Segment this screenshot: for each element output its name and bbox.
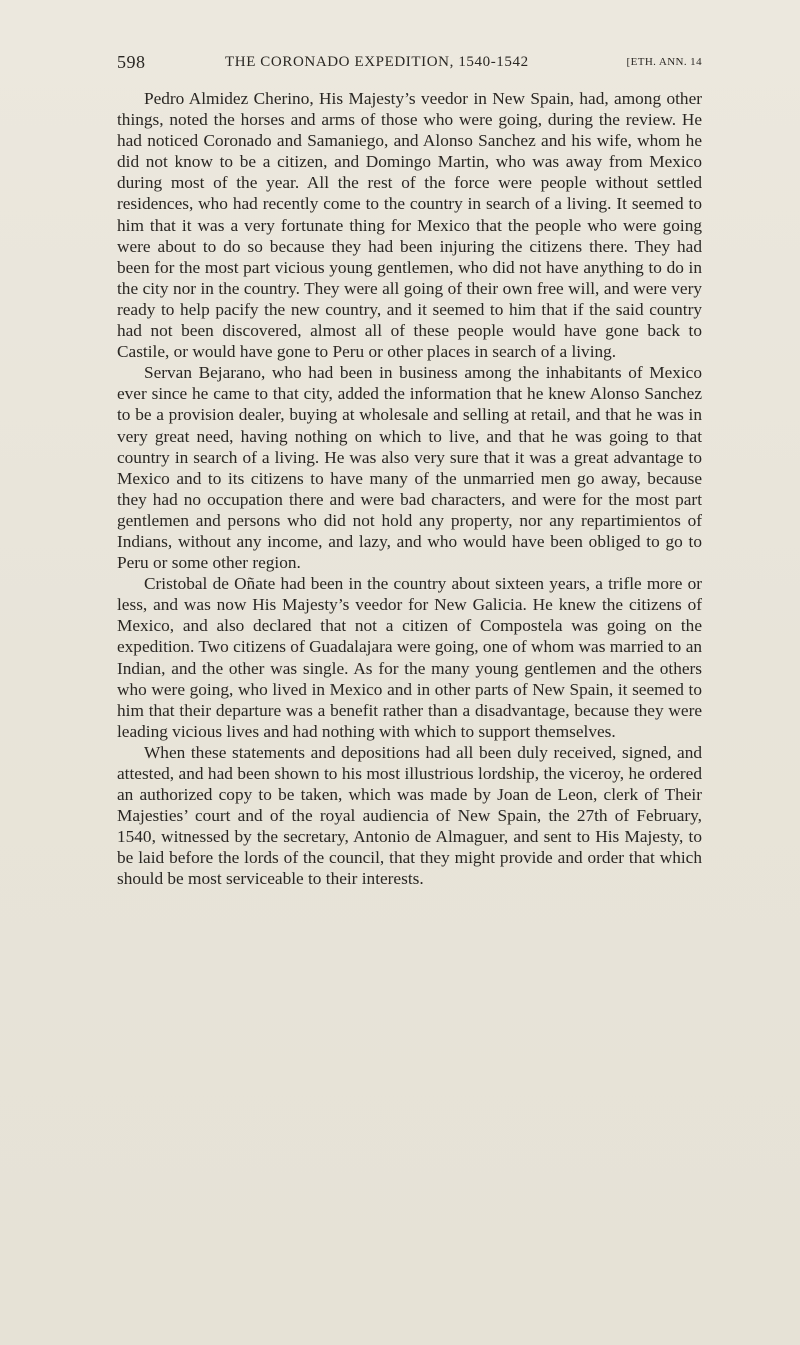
paragraph-cristobal-de-onate: Cristobal de Oñate had been in the country about sixteen years, a trifle more or less, and was now His Majesty’s veedor for New Galicia. He knew the citizens of Mexico, and also declared that not a citizen of Compostela was going on the expedition. Two citizens of Guadalajara were going, one of whom was married to an Indian, and the other was single. As for the many young gentlemen and the others who were going, who lived in Mexico and in other parts of New Spain, it seemed to him that their departure was a benefit rather than a disadvantage, because they were leading vicious lives and had nothing with which to support themselves. bbox=[117, 574, 702, 741]
paragraph-almidez-cherino: Pedro Almidez Cherino, His Majesty’s veedor in New Spain, had, among other things, noted the horses and arms of those who were going, during the review. He had noticed Coronado and Samaniego, and Alonso Sanchez and his wife, whom he did not know to be a citizen, and Domingo Martin, who was away from Mexico during most of the year. All the rest of the force were people without settled residences, who had recently come to the country in search of a living. It seemed to him that it was a very fortunate thing for Mexico that the people who were going were about to do so because they had been injuring the citizens there. They had been for the most part vicious young gentlemen, who did not have anything to do in the city nor in the country. They were all going of their own free will, and were very ready to help pacify the new country, and it seemed to him that if the said country had not been discovered, almost all of these people would have gone back to Castile, or would have gone to Peru or other places in search of a living. bbox=[117, 89, 702, 362]
page-header bbox=[117, 52, 702, 76]
page-number: 598 bbox=[117, 52, 146, 72]
annual-report-reference: [ETH. ANN. 14 bbox=[626, 56, 702, 68]
running-title: THE CORONADO EXPEDITION, 1540-1542 bbox=[225, 54, 529, 70]
paragraph-depositions-received: When these statements and depositions had all been duly received, signed, and attested, and had been shown to his most illustrious lordship, the viceroy, he ordered an authorized copy to be taken, which was made by Joan de Leon, clerk of Their Majesties’ court and of the royal audiencia of New Spain, the 27th of February, 1540, witnessed by the secretary, Antonio de Almaguer, and sent to His Majesty, to be laid before the lords of the council, that they might provide and order that which should be most serviceable to their interests. bbox=[117, 742, 702, 889]
paragraph-servan-bejarano: Servan Bejarano, who had been in business among the inhabitants of Mexico ever since he came to that city, added the information that he knew Alonso Sanchez to be a provision dealer, buying at wholesale and selling at retail, and that he was in very great need, having nothing on which to live, and that he was going to that country in search of a living. He was also very sure that it was a great advantage to Mexico and to its citizens to have many of the unmarried men go away, because they had no occupation there and were bad characters, and were for the most part gentlemen and persons who did not hold any property, nor any repartimientos of Indians, without any income, and lazy, and who would have been obliged to go to Peru or some other region. bbox=[117, 363, 702, 573]
body-text bbox=[117, 88, 702, 890]
